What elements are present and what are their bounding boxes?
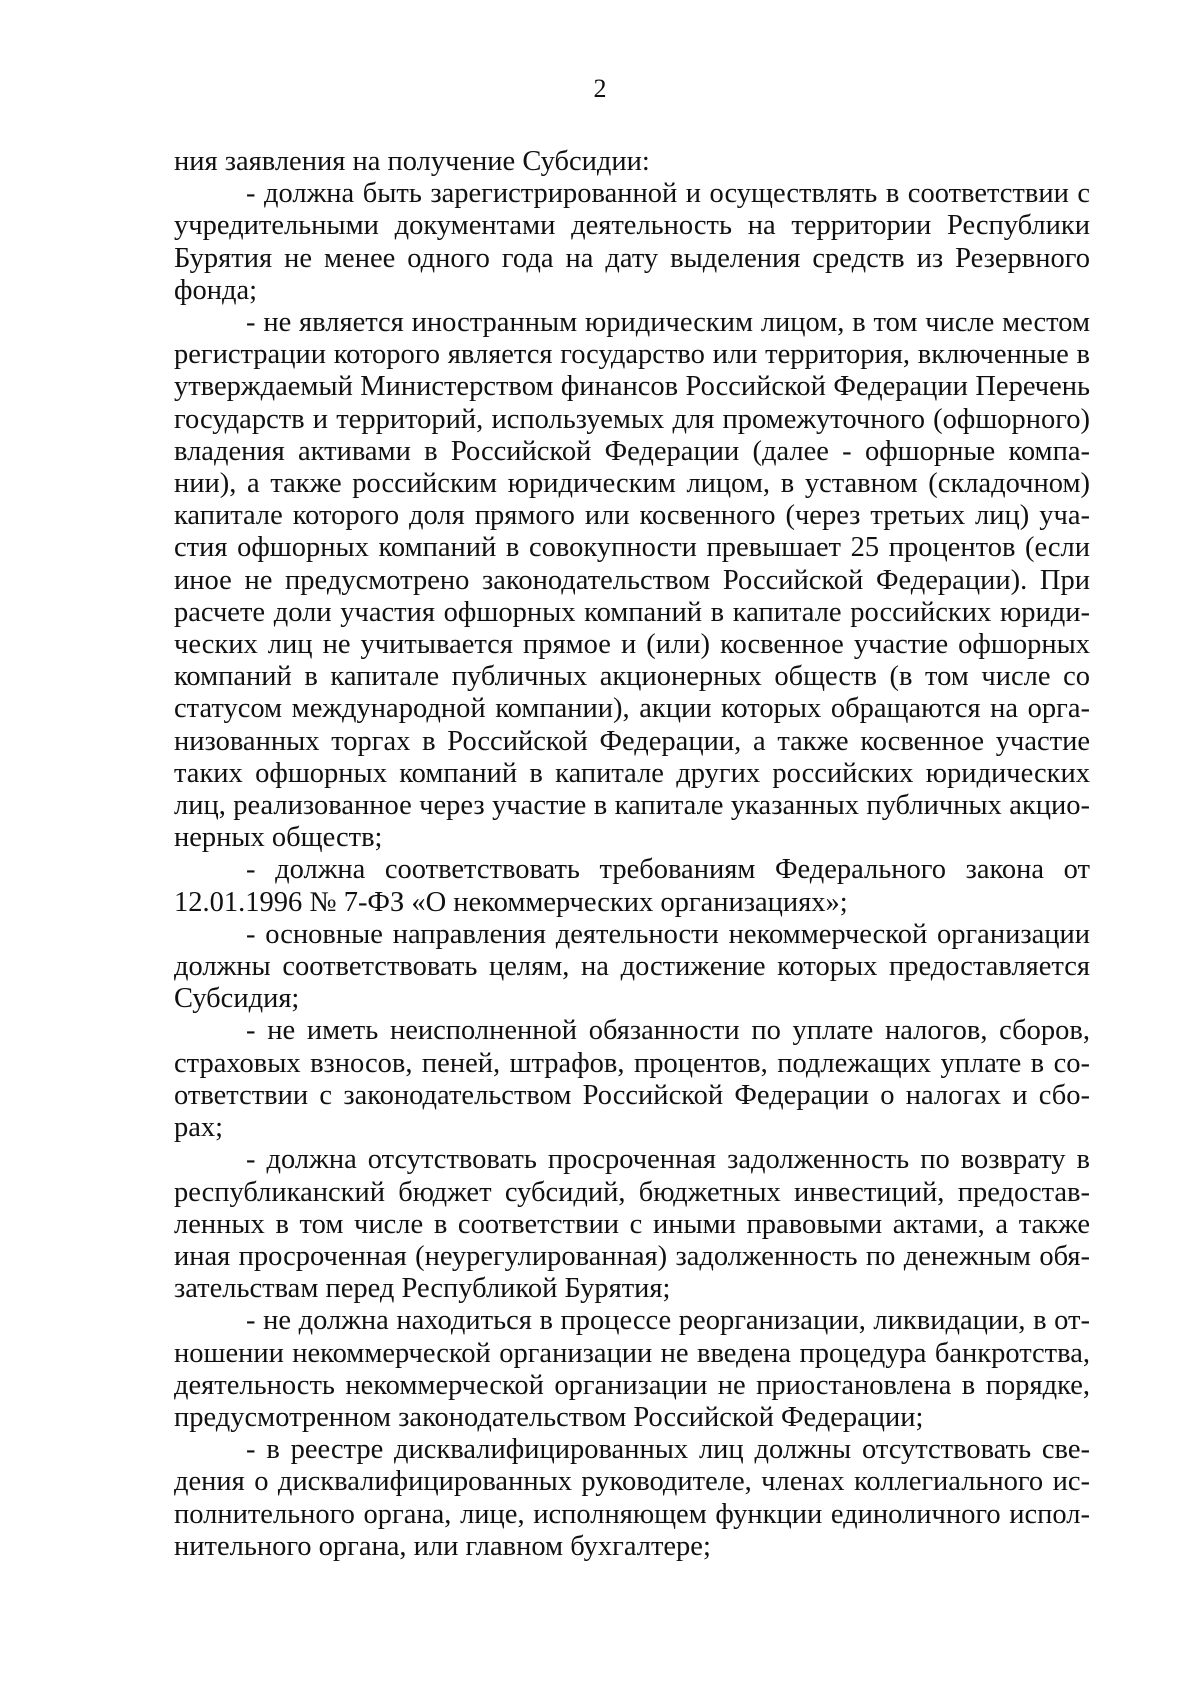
paragraph-overdue-debt: - должна отсутствовать просроченная задолженность по возврату в республиканский бюджет субсидий, бюджетных инвестиций, предоставленных в том числе в соответствии с иными правовыми актами, а также иная просроченная (неурегулированная) задолженность по денежным обязательствам перед Республикой Бурятия; [174,1144,1090,1305]
paragraph-activity-directions: - основные направления деятельности некоммерческой организации должны соответствовать целям, на достижение которых предоставляется Субсидия; [174,918,1090,1015]
page-number: 2 [593,74,607,103]
paragraph-tax-obligations: - не иметь неисполненной обязанности по уплате налогов, сборов, страховых взносов, пеней, штрафов, процентов, подлежащих уплате в соответствии с законодательством Российской Федерации о налогах и сборах; [174,1015,1090,1144]
paragraph-registration-requirement: - должна быть зарегистрированной и осуществлять в соответствии с учредительными документами деятельность на территории Республики Бурятия не менее одного года на дату выделения средств из Резервного фонда; [174,178,1090,306]
document-body [174,146,1090,1563]
paragraph-federal-law-requirement: - должна соответствовать требованиям Федерального закона от 12.01.1996 № 7-ФЗ «О некоммерческих организациях»; [174,854,1090,918]
paragraph-continuation: ния заявления на получение Субсидии: [174,146,650,177]
paragraph-offshore-requirement: - не является иностранным юридическим лицом, в том числе местом регистрации которого является государство или территория, включенные в утверждаемый Министерством финансов Российской Федерации Перечень государств и территорий, используемых для промежуточного (офшорного) владения активами в Российской Федерации (далее - офшорные компании), а также российским юридическим лицом, в уставном (складочном) капитале которого доля прямого или косвенного (через третьих лиц) участия офшорных компаний в совокупности превышает 25 процентов (если иное не предусмотрено законодательством Российской Федерации). При расчете доли участия офшорных компаний в капитале российских юридических лиц не учитывается прямое и (или) косвенное участие офшорных компаний в капитале публичных акционерных обществ (в том числе со статусом международной компании), акции которых обращаются на организованных торгах в Российской Федерации, а также косвенное участие таких офшорных компаний в капитале других российских юридических лиц, реализованное через участие в капитале указанных публичных акционерных обществ; [174,307,1090,854]
paragraph-reorganization: - не должна находиться в процессе реорганизации, ликвидации, в отношении некоммерческой организации не введена процедура банкротства, деятельность некоммерческой организации не приостановлена в порядке, предусмотренном законодательством Российской Федерации; [174,1305,1090,1433]
paragraph-disqualified-persons: - в реестре дисквалифицированных лиц должны отсутствовать сведения о дисквалифицированных руководителе, членах коллегиального исполнительного органа, лице, исполняющем функции единоличного исполнительного органа, или главном бухгалтере; [174,1434,1090,1562]
